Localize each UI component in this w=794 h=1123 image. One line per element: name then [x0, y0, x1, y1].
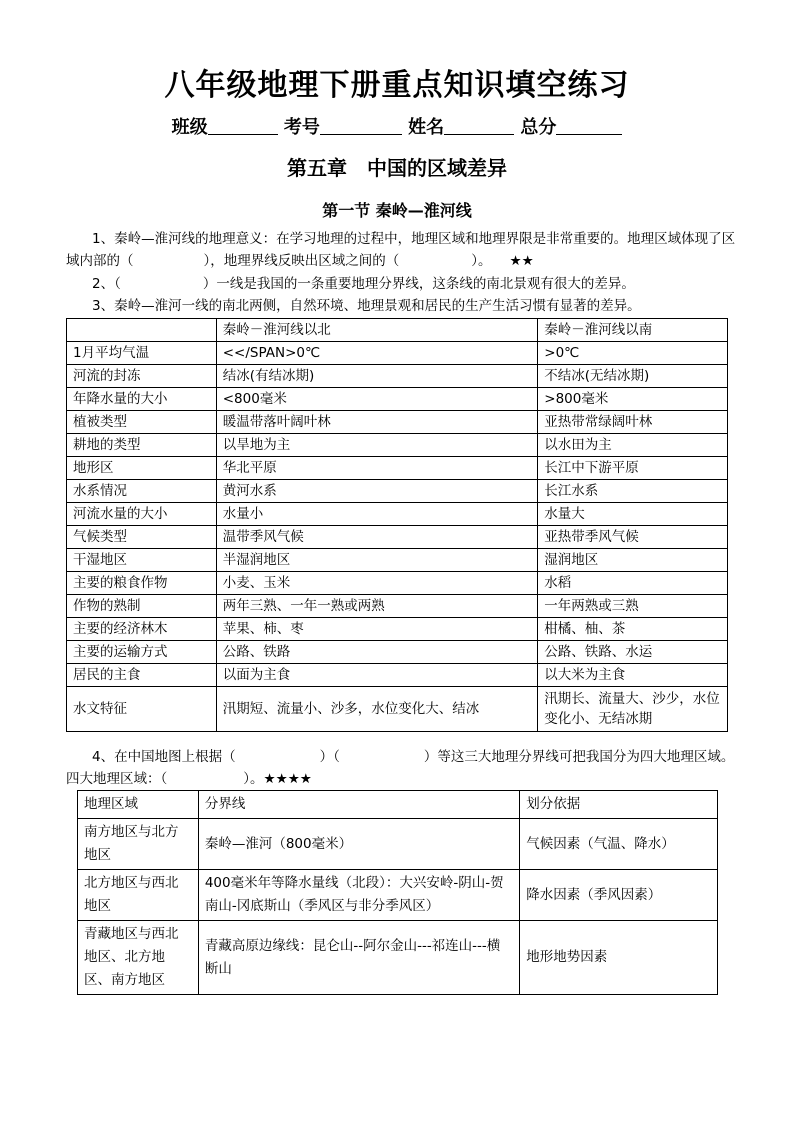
table-row: [67, 365, 728, 388]
table-cell: 不结冰(无结冰期): [538, 365, 728, 388]
table-cell: 柑橘、柚、茶: [538, 618, 728, 641]
table-row: [67, 664, 728, 687]
question-3: 3、秦岭—淮河一线的南北两侧，自然环境、地理景观和居民的生产生活习惯有显著的差异。: [92, 298, 641, 314]
table-row: [67, 457, 728, 480]
table-header-row: [67, 319, 728, 342]
q4-stars: ★★★★: [263, 771, 312, 787]
table-cell: 以旱地为主: [216, 434, 538, 457]
table-cell: 苹果、柿、枣: [216, 618, 538, 641]
class-blank[interactable]: [208, 116, 278, 135]
number-blank[interactable]: [320, 116, 402, 135]
table-cell: 结冰(有结冰期): [216, 365, 538, 388]
table-header-row: [78, 791, 718, 819]
q2-text-b: ）一线是我国的一条重要地理分界线，这条线的南北景观有很大的差异。: [202, 276, 635, 292]
table-cell: 气候因素（气温、降水）: [520, 819, 718, 870]
name-label: 姓名: [408, 117, 445, 138]
table-cell: 青藏高原边缘线：昆仑山--阿尔金山---祁连山---横断山: [198, 921, 519, 995]
table-cell: 汛期长、流量大、沙少，水位变化小、无结冰期: [538, 687, 728, 732]
table-cell: 长江水系: [538, 480, 728, 503]
table-row: [67, 549, 728, 572]
q1-stars: ★★: [509, 253, 534, 269]
q1-text-b: ），地理界线反映出区域之间的（: [203, 253, 400, 269]
table-header-cell: 秦岭－淮河线以南: [538, 319, 728, 342]
table-row: [67, 434, 728, 457]
name-blank[interactable]: [444, 116, 514, 135]
score-blank[interactable]: [556, 116, 622, 135]
student-info-line: [0, 113, 794, 139]
table-cell: 以面为主食: [216, 664, 538, 687]
class-label: 班级: [171, 117, 208, 138]
table-cell: 亚热带季风气候: [538, 526, 728, 549]
question-2: [66, 273, 736, 295]
table-cell: 长江中下游平原: [538, 457, 728, 480]
table-cell: 水稻: [538, 572, 728, 595]
table-cell: 400毫米年等降水量线（北段）：大兴安岭-阴山-贺南山-冈底斯山（季风区与非分季风区）: [198, 870, 519, 921]
table-cell: 水文特征: [67, 687, 217, 732]
table-cell: 华北平原: [216, 457, 538, 480]
table-cell: 地形区: [67, 457, 217, 480]
table-cell: 北方地区与西北地区: [78, 870, 199, 921]
table-row: [78, 870, 718, 921]
table-row: [67, 503, 728, 526]
table-row: [67, 342, 728, 365]
table-header-cell: [67, 319, 217, 342]
table-cell: 地形地势因素: [520, 921, 718, 995]
table-row: [67, 526, 728, 549]
q4-text-d: ）。: [243, 771, 264, 787]
table-cell: <</SPAN>0℃: [216, 342, 538, 365]
table-cell: 以大米为主食: [538, 664, 728, 687]
table-cell: <800毫米: [216, 388, 538, 411]
question-4: [66, 746, 736, 790]
chapter-heading: 第五章 中国的区域差异: [287, 156, 507, 180]
table-cell: 青藏地区与西北地区、北方地区、南方地区: [78, 921, 199, 995]
table-cell: 两年三熟、一年一熟或两熟: [216, 595, 538, 618]
q4-text-a: 4、在中国地图上根据（: [92, 749, 236, 765]
table-cell: 亚热带常绿阔叶林: [538, 411, 728, 434]
section-heading: 第一节 秦岭—淮河线: [322, 201, 472, 220]
table-cell: 作物的熟制: [67, 595, 217, 618]
table-cell: 居民的主食: [67, 664, 217, 687]
table-header-cell: 划分依据: [520, 791, 718, 819]
table-row: [67, 641, 728, 664]
q1-text-c: ）。: [471, 253, 492, 269]
table-row: [67, 595, 728, 618]
table-cell: 年降水量的大小: [67, 388, 217, 411]
q2-text-a: 2、（: [92, 276, 121, 292]
table-cell: 半湿润地区: [216, 549, 538, 572]
table-cell: 耕地的类型: [67, 434, 217, 457]
table-header-cell: 秦岭－淮河线以北: [216, 319, 538, 342]
table-header-cell: 分界线: [198, 791, 519, 819]
table-cell: 公路、铁路、水运: [538, 641, 728, 664]
table-cell: 秦岭—淮河（800毫米）: [198, 819, 519, 870]
table-row: [78, 819, 718, 870]
table-cell: >0℃: [538, 342, 728, 365]
table-cell: 以水田为主: [538, 434, 728, 457]
table-row: [67, 411, 728, 434]
table-cell: 黄河水系: [216, 480, 538, 503]
score-label: 总分: [520, 117, 557, 138]
table-cell: 1月平均气温: [67, 342, 217, 365]
table-row: [67, 618, 728, 641]
table-cell: 降水因素（季风因素）: [520, 870, 718, 921]
table-cell: 公路、铁路: [216, 641, 538, 664]
north-south-comparison-table: [66, 318, 728, 732]
page-title: 八年级地理下册重点知识填空练习: [164, 68, 630, 103]
table-cell: 主要的经济林木: [67, 618, 217, 641]
table-cell: 水量小: [216, 503, 538, 526]
table-cell: >800毫米: [538, 388, 728, 411]
q4-text-b: ）（: [319, 749, 340, 765]
table-cell: 小麦、玉米: [216, 572, 538, 595]
q4-text-c: ）等这三大地理分界线可把我国分为四大地理区域。四大地理区域：（: [66, 749, 735, 787]
table-cell: 湿润地区: [538, 549, 728, 572]
table-cell: 植被类型: [67, 411, 217, 434]
table-cell: 水量大: [538, 503, 728, 526]
table-row: [67, 687, 728, 732]
table-cell: 气候类型: [67, 526, 217, 549]
q1-text-a: 1、秦岭—淮河线的地理意义：在学习地理的过程中，地理区域和地理界限是非常重要的。地理区域体现了区域内部的（: [66, 231, 736, 269]
table-cell: 主要的运输方式: [67, 641, 217, 664]
table-cell: 温带季风气候: [216, 526, 538, 549]
table-header-cell: 地理区域: [78, 791, 199, 819]
question-1: [66, 228, 736, 272]
table-row: [67, 388, 728, 411]
table-row: [67, 480, 728, 503]
table-cell: 南方地区与北方地区: [78, 819, 199, 870]
number-label: 考号: [283, 117, 320, 138]
table-cell: 河流的封冻: [67, 365, 217, 388]
table-cell: 暖温带落叶阔叶林: [216, 411, 538, 434]
table-row: [78, 921, 718, 995]
table-cell: 干湿地区: [67, 549, 217, 572]
table-cell: 河流水量的大小: [67, 503, 217, 526]
table-cell: 一年两熟或三熟: [538, 595, 728, 618]
table-cell: 汛期短、流量小、沙多，水位变化大、结冰: [216, 687, 538, 732]
table-row: [67, 572, 728, 595]
table-cell: 主要的粮食作物: [67, 572, 217, 595]
four-regions-table: [77, 790, 718, 995]
table-cell: 水系情况: [67, 480, 217, 503]
